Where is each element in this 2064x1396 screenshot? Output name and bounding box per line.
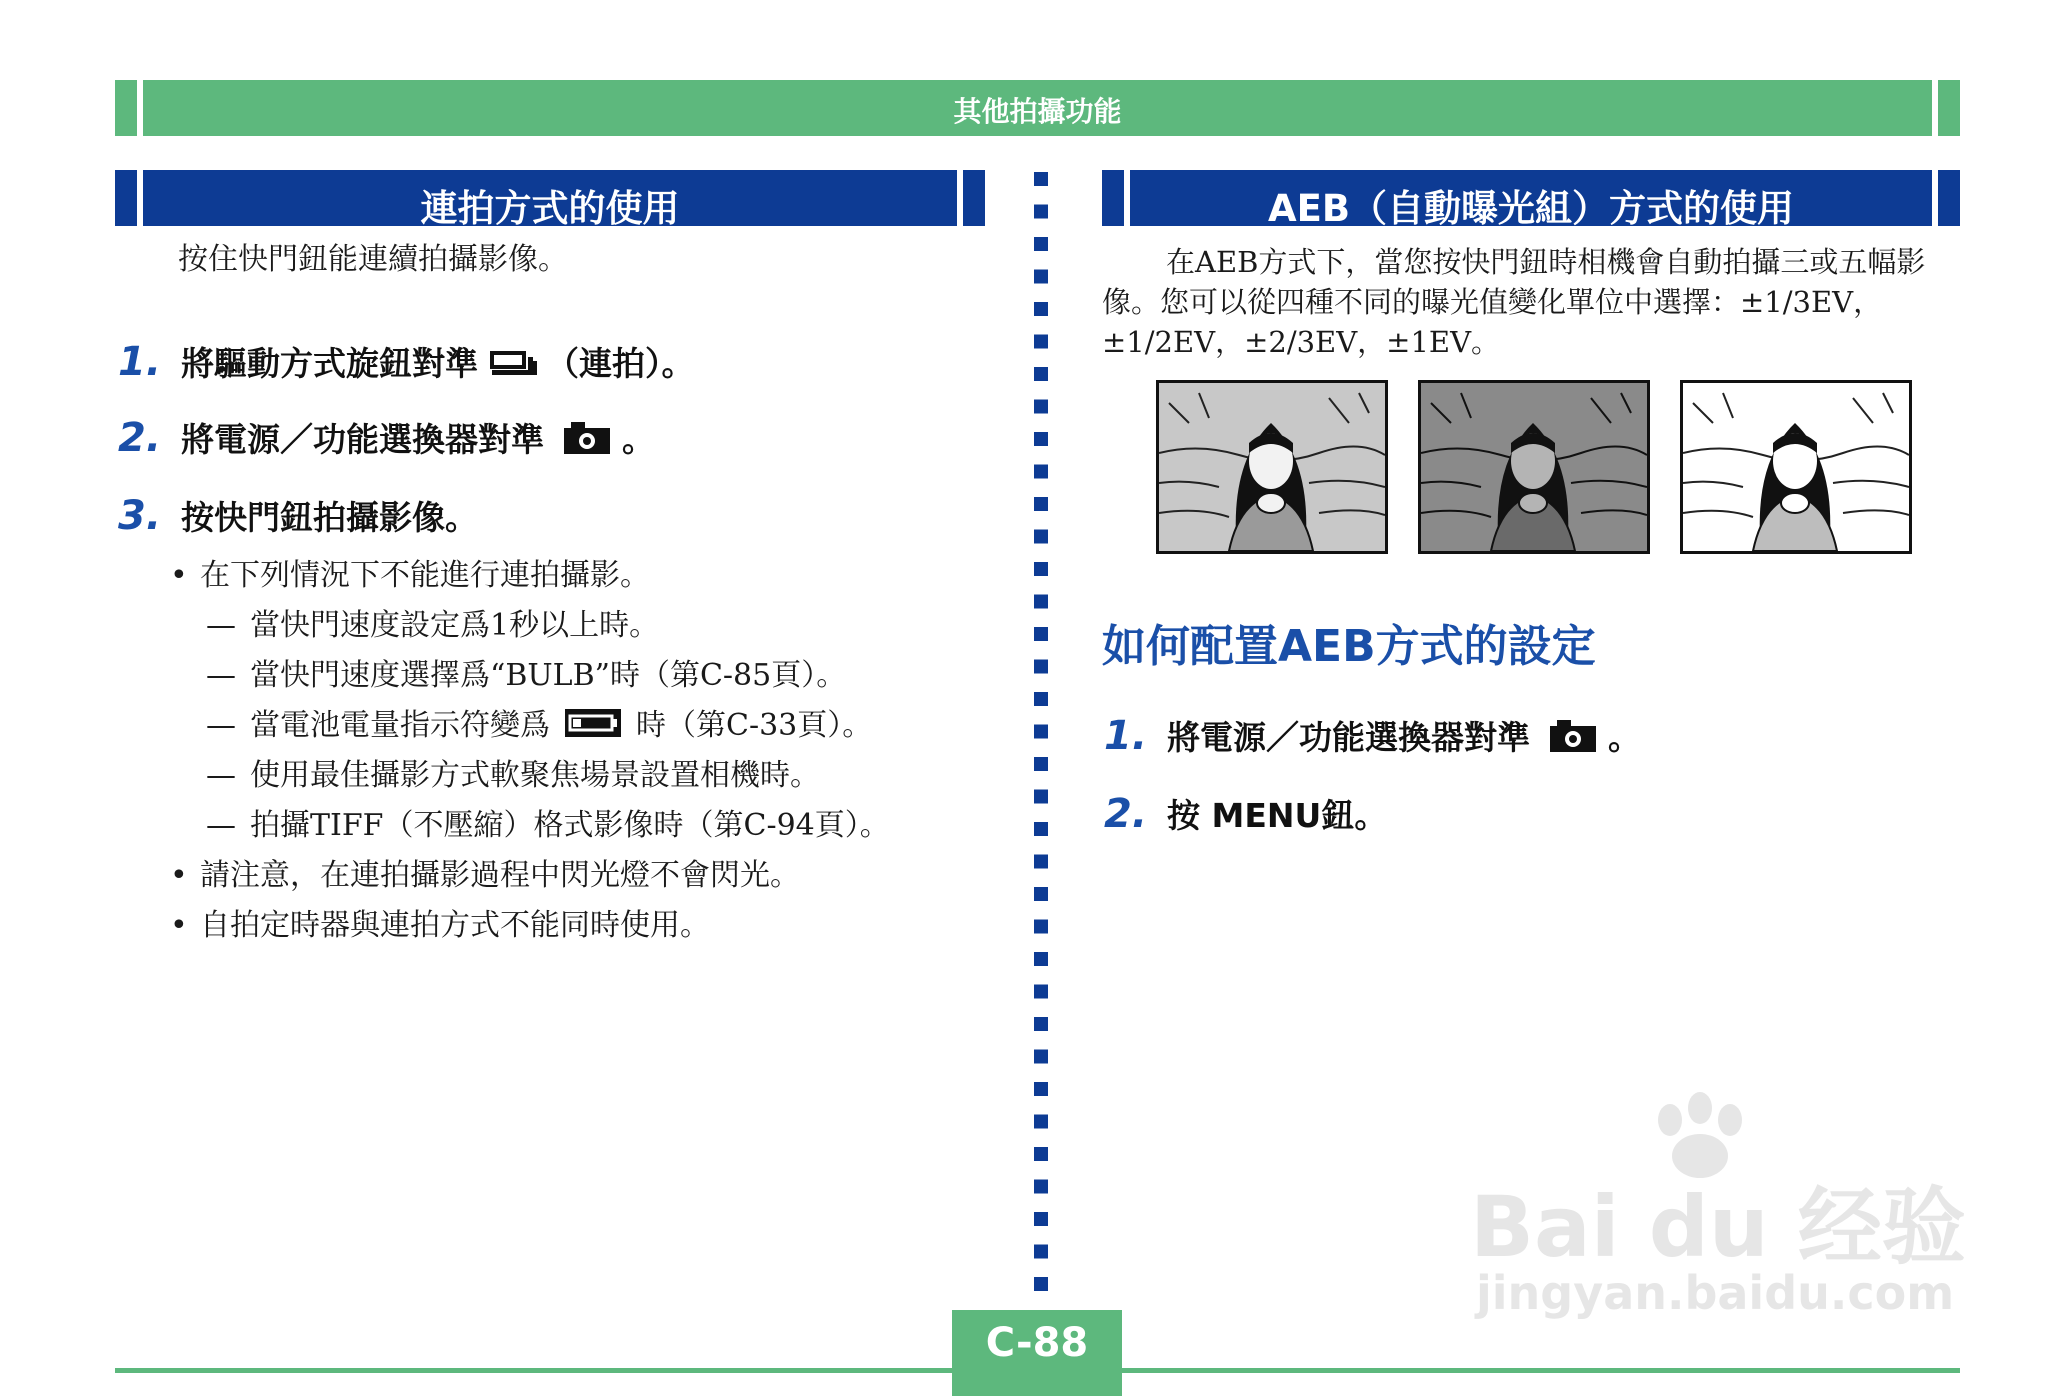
divider-dash <box>1034 855 1048 869</box>
note-bullet-1 <box>170 550 650 594</box>
divider-dash <box>1034 367 1048 381</box>
divider-dash <box>1034 172 1048 186</box>
aeb-photo-under <box>1418 380 1650 554</box>
divider-dash <box>1034 985 1048 999</box>
photo-illustration <box>1683 383 1909 551</box>
note-bullet-2 <box>170 850 800 894</box>
step-text: 將電源／功能選換器對準 <box>181 420 545 459</box>
step-text: 將電源／功能選換器對準 <box>1167 718 1531 757</box>
note-text: 自拍定時器與連拍方式不能同時使用。 <box>200 908 710 943</box>
step-number: 2. <box>118 415 162 461</box>
divider-dash <box>1034 400 1048 414</box>
left-step-2 <box>118 414 655 463</box>
step-number: 1. <box>118 339 162 385</box>
photo-illustration <box>1159 383 1385 551</box>
divider-dash <box>1034 595 1048 609</box>
divider-dash <box>1034 237 1048 251</box>
divider-dash <box>1034 205 1048 219</box>
step-text: 。 <box>622 420 656 459</box>
divider-dash <box>1034 1277 1048 1291</box>
right-intro: 在AEB方式下，當您按快門鈕時相機會自動拍攝三或五幅影像。您可以從四種不同的曝光值變化單位中選擇：±1/3EV，±1/2EV，±2/3EV，±1EV。 <box>1102 245 1926 359</box>
column-divider <box>1034 172 1048 1294</box>
step-text: 。 <box>1608 718 1642 757</box>
divider-dash <box>1034 660 1048 674</box>
divider-dash <box>1034 497 1048 511</box>
baidu-watermark <box>1470 1090 1970 1330</box>
step-number: 2. <box>1104 791 1148 837</box>
note-bullet-3 <box>170 900 710 944</box>
dash-symbol: — <box>206 608 236 643</box>
note-dash-4 <box>206 750 820 794</box>
divider-dash <box>1034 1180 1048 1194</box>
divider-dash <box>1034 1212 1048 1226</box>
note-text: 請注意，在連拍攝影過程中閃光燈不會閃光。 <box>200 858 800 893</box>
dash-symbol: — <box>206 808 236 843</box>
note-text: 在下列情況下不能進行連拍攝影。 <box>200 558 650 593</box>
note-text: 當快門速度設定爲1秒以上時。 <box>250 608 660 643</box>
divider-dash <box>1034 790 1048 804</box>
burst-mode-icon <box>490 345 538 387</box>
chapter-header-bar <box>115 80 1960 136</box>
step-text: 將驅動方式旋鈕對準 <box>181 344 479 383</box>
note-dash-2 <box>206 650 846 694</box>
divider-dash <box>1034 725 1048 739</box>
note-text: 使用最佳攝影方式軟聚焦場景設置相機時。 <box>250 758 820 793</box>
page-number-tab <box>952 1310 1122 1396</box>
divider-dash <box>1034 1245 1048 1259</box>
photo-illustration <box>1421 383 1647 551</box>
divider-dash <box>1034 1147 1048 1161</box>
step-text: 按快門鈕拍攝影像。 <box>181 498 479 537</box>
step-text: （連拍）。 <box>546 344 695 383</box>
divider-dash <box>1034 562 1048 576</box>
dash-symbol: — <box>206 758 236 793</box>
bullet-symbol: • <box>170 908 188 943</box>
divider-dash <box>1034 692 1048 706</box>
dash-symbol: — <box>206 658 236 693</box>
divider-dash <box>1034 1017 1048 1031</box>
note-dash-5 <box>206 800 890 844</box>
divider-dash <box>1034 887 1048 901</box>
note-text: 當快門速度選擇爲“BULB”時（第C-85頁）。 <box>250 658 847 693</box>
page-number: C-88 <box>985 1320 1089 1366</box>
step-number: 3. <box>118 493 162 539</box>
divider-dash <box>1034 920 1048 934</box>
right-section-title: AEB（自動曝光組）方式的使用 <box>1267 187 1795 230</box>
bullet-symbol: • <box>170 558 188 593</box>
divider-dash <box>1034 952 1048 966</box>
note-text: 拍攝TIFF（不壓縮）格式影像時（第C-94頁）。 <box>250 808 890 843</box>
dash-symbol: — <box>206 708 236 743</box>
divider-dash <box>1034 465 1048 479</box>
camera-icon <box>562 421 612 463</box>
aeb-photo-over <box>1680 380 1912 554</box>
divider-dash <box>1034 1050 1048 1064</box>
divider-dash <box>1034 302 1048 316</box>
divider-dash <box>1034 1115 1048 1129</box>
watermark-brand: Bai du 经验 <box>1470 1178 1966 1276</box>
left-section-header <box>115 170 985 230</box>
divider-dash <box>1034 270 1048 284</box>
battery-low-icon <box>564 708 622 746</box>
divider-dash <box>1034 530 1048 544</box>
note-text: 時（第C-33頁）。 <box>636 708 873 743</box>
divider-dash <box>1034 335 1048 349</box>
note-dash-3 <box>206 700 872 746</box>
aeb-subheading: 如何配置AEB方式的設定 <box>1102 621 1596 672</box>
chapter-title: 其他拍攝功能 <box>953 95 1122 128</box>
divider-dash <box>1034 757 1048 771</box>
right-step-2 <box>1104 790 1387 837</box>
watermark-url: jingyan.baidu.com <box>1476 1266 1955 1320</box>
aeb-photo-normal <box>1156 380 1388 554</box>
divider-dash <box>1034 822 1048 836</box>
left-step-1 <box>118 338 695 387</box>
step-number: 1. <box>1104 713 1148 759</box>
left-intro: 按住快門鈕能連續拍攝影像。 <box>178 242 568 277</box>
right-step-1 <box>1104 712 1641 761</box>
step-text: 按 MENU鈕。 <box>1167 796 1388 835</box>
bullet-symbol: • <box>170 858 188 893</box>
divider-dash <box>1034 627 1048 641</box>
note-text: 當電池電量指示符變爲 <box>250 708 550 743</box>
divider-dash <box>1034 432 1048 446</box>
left-section-title: 連拍方式的使用 <box>420 187 680 230</box>
divider-dash <box>1034 1082 1048 1096</box>
note-dash-1 <box>206 600 659 644</box>
camera-icon <box>1548 719 1598 761</box>
right-section-header <box>1102 170 1960 230</box>
left-step-3 <box>118 492 478 539</box>
